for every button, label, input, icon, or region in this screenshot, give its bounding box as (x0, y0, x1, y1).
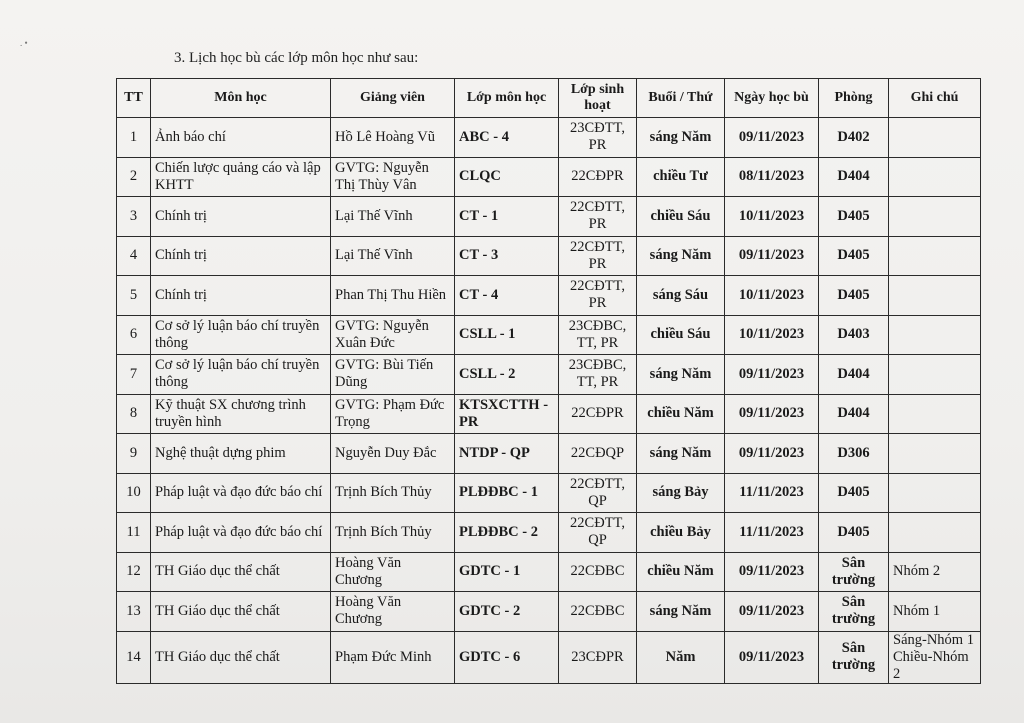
cell-note (889, 434, 981, 474)
cell-session: chiều Năm (637, 394, 725, 434)
cell-date: 09/11/2023 (725, 592, 819, 632)
table-row (117, 276, 981, 316)
table-row (117, 315, 981, 355)
cell-note (889, 236, 981, 276)
cell-note: Nhóm 1 (889, 592, 981, 632)
cell-date: 10/11/2023 (725, 276, 819, 316)
cell-class: NTDP - QP (455, 434, 559, 474)
cell-teacher: Nguyễn Duy Đắc (331, 434, 455, 474)
cell-tt: 8 (117, 394, 151, 434)
cell-session: chiều Tư (637, 157, 725, 197)
cell-class: GDTC - 1 (455, 552, 559, 592)
cell-tt: 3 (117, 197, 151, 237)
cell-note (889, 118, 981, 158)
cell-session: sáng Năm (637, 236, 725, 276)
cell-date: 09/11/2023 (725, 236, 819, 276)
cell-subject: Ảnh báo chí (151, 118, 331, 158)
cell-tt: 14 (117, 631, 151, 683)
cell-subject: Pháp luật và đạo đức báo chí (151, 513, 331, 553)
cell-subject: TH Giáo dục thể chất (151, 631, 331, 683)
cell-home-class: 22CĐBC (559, 552, 637, 592)
cell-session: sáng Sáu (637, 276, 725, 316)
header-date: Ngày học bù (725, 79, 819, 118)
header-session: Buổi / Thứ (637, 79, 725, 118)
cell-date: 11/11/2023 (725, 473, 819, 513)
table-row (117, 473, 981, 513)
cell-session: Năm (637, 631, 725, 683)
cell-class: CSLL - 1 (455, 315, 559, 355)
cell-teacher: Trịnh Bích Thủy (331, 513, 455, 553)
table-row (117, 197, 981, 237)
cell-subject: Chính trị (151, 236, 331, 276)
cell-note: Nhóm 2 (889, 552, 981, 592)
cell-tt: 1 (117, 118, 151, 158)
cell-subject: Cơ sở lý luận báo chí truyền thông (151, 355, 331, 395)
cell-teacher: Trịnh Bích Thủy (331, 473, 455, 513)
cell-home-class: 23CĐBC, TT, PR (559, 315, 637, 355)
header-teacher: Giảng viên (331, 79, 455, 118)
table-row (117, 355, 981, 395)
cell-note (889, 355, 981, 395)
cell-date: 09/11/2023 (725, 552, 819, 592)
cell-class: KTSXCTTH -PR (455, 394, 559, 434)
cell-home-class: 22CĐTT, QP (559, 473, 637, 513)
cell-room: D404 (819, 394, 889, 434)
cell-teacher: GVTG: Bùi Tiến Dũng (331, 355, 455, 395)
cell-room: D405 (819, 276, 889, 316)
cell-date: 09/11/2023 (725, 394, 819, 434)
header-room: Phòng (819, 79, 889, 118)
header-subject: Môn học (151, 79, 331, 118)
cell-tt: 7 (117, 355, 151, 395)
cell-home-class: 23CĐPR (559, 631, 637, 683)
cell-room: D306 (819, 434, 889, 474)
cell-home-class: 22CĐPR (559, 394, 637, 434)
cell-subject: Chính trị (151, 197, 331, 237)
cell-date: 09/11/2023 (725, 631, 819, 683)
cell-room: D404 (819, 355, 889, 395)
cell-home-class: 23CĐTT, PR (559, 118, 637, 158)
cell-teacher: GVTG: Phạm Đức Trọng (331, 394, 455, 434)
cell-class: GDTC - 2 (455, 592, 559, 632)
table-row (117, 394, 981, 434)
cell-tt: 5 (117, 276, 151, 316)
header-tt: TT (117, 79, 151, 118)
cell-room: D402 (819, 118, 889, 158)
cell-note (889, 315, 981, 355)
cell-class: CSLL - 2 (455, 355, 559, 395)
cell-session: sáng Năm (637, 118, 725, 158)
cell-date: 09/11/2023 (725, 355, 819, 395)
cell-date: 11/11/2023 (725, 513, 819, 553)
cell-room: Sân trường (819, 592, 889, 632)
cell-subject: TH Giáo dục thể chất (151, 592, 331, 632)
cell-home-class: 22CĐTT, PR (559, 236, 637, 276)
cell-session: chiều Sáu (637, 197, 725, 237)
cell-teacher: GVTG: Nguyễn Xuân Đức (331, 315, 455, 355)
cell-tt: 10 (117, 473, 151, 513)
cell-teacher: Phạm Đức Minh (331, 631, 455, 683)
cell-subject: TH Giáo dục thể chất (151, 552, 331, 592)
cell-teacher: Lại Thế Vĩnh (331, 197, 455, 237)
table-row (117, 513, 981, 553)
cell-subject: Cơ sở lý luận báo chí truyền thông (151, 315, 331, 355)
cell-room: D404 (819, 157, 889, 197)
cell-subject: Nghệ thuật dựng phim (151, 434, 331, 474)
cell-subject: Chính trị (151, 276, 331, 316)
cell-class: ABC - 4 (455, 118, 559, 158)
cell-tt: 11 (117, 513, 151, 553)
cell-class: PLĐĐBC - 1 (455, 473, 559, 513)
header-note: Ghi chú (889, 79, 981, 118)
cell-note (889, 197, 981, 237)
cell-note (889, 157, 981, 197)
cell-teacher: Hoàng Văn Chương (331, 552, 455, 592)
cell-session: chiều Sáu (637, 315, 725, 355)
table-row (117, 118, 981, 158)
table-row (117, 157, 981, 197)
cell-class: PLĐĐBC - 2 (455, 513, 559, 553)
cell-session: chiều Bảy (637, 513, 725, 553)
cell-session: sáng Bảy (637, 473, 725, 513)
cell-class: CLQC (455, 157, 559, 197)
cell-date: 08/11/2023 (725, 157, 819, 197)
cell-date: 10/11/2023 (725, 315, 819, 355)
cell-home-class: 22CĐQP (559, 434, 637, 474)
cell-session: sáng Năm (637, 592, 725, 632)
cell-home-class: 22CĐPR (559, 157, 637, 197)
cell-teacher: Hoàng Văn Chương (331, 592, 455, 632)
cell-home-class: 22CĐTT, QP (559, 513, 637, 553)
cell-date: 09/11/2023 (725, 118, 819, 158)
cell-note (889, 276, 981, 316)
cell-room: Sân trường (819, 631, 889, 683)
cell-tt: 4 (117, 236, 151, 276)
cell-teacher: Lại Thế Vĩnh (331, 236, 455, 276)
makeup-schedule-table (116, 78, 981, 684)
cell-subject: Pháp luật và đạo đức báo chí (151, 473, 331, 513)
table-row (117, 236, 981, 276)
cell-home-class: 22CĐBC (559, 592, 637, 632)
cell-tt: 9 (117, 434, 151, 474)
cell-home-class: 22CĐTT, PR (559, 276, 637, 316)
cell-session: sáng Năm (637, 355, 725, 395)
table-row (117, 434, 981, 474)
cell-session: chiều Năm (637, 552, 725, 592)
cell-room: D405 (819, 513, 889, 553)
cell-teacher: Hồ Lê Hoàng Vũ (331, 118, 455, 158)
cell-session: sáng Năm (637, 434, 725, 474)
header-class: Lớp môn học (455, 79, 559, 118)
cell-room: D405 (819, 473, 889, 513)
scan-speck: . • (20, 38, 28, 48)
cell-tt: 2 (117, 157, 151, 197)
table-row (117, 631, 981, 683)
cell-room: D405 (819, 197, 889, 237)
section-heading: 3. Lịch học bù các lớp môn học như sau: (174, 50, 419, 66)
cell-note (889, 394, 981, 434)
cell-tt: 13 (117, 592, 151, 632)
cell-note (889, 473, 981, 513)
cell-tt: 6 (117, 315, 151, 355)
cell-date: 09/11/2023 (725, 434, 819, 474)
cell-room: Sân trường (819, 552, 889, 592)
cell-note (889, 513, 981, 553)
cell-room: D403 (819, 315, 889, 355)
table-header-row (117, 79, 981, 118)
cell-date: 10/11/2023 (725, 197, 819, 237)
cell-home-class: 22CĐTT, PR (559, 197, 637, 237)
cell-note: Sáng-Nhóm 1 Chiều-Nhóm 2 (889, 631, 981, 683)
cell-teacher: GVTG: Nguyễn Thị Thùy Vân (331, 157, 455, 197)
cell-class: CT - 4 (455, 276, 559, 316)
table-row (117, 592, 981, 632)
header-home-class: Lớp sinh hoạt (559, 79, 637, 118)
cell-class: GDTC - 6 (455, 631, 559, 683)
table-row (117, 552, 981, 592)
cell-room: D405 (819, 236, 889, 276)
cell-class: CT - 3 (455, 236, 559, 276)
cell-subject: Kỹ thuật SX chương trình truyền hình (151, 394, 331, 434)
cell-subject: Chiến lược quảng cáo và lập KHTT (151, 157, 331, 197)
cell-teacher: Phan Thị Thu Hiền (331, 276, 455, 316)
cell-tt: 12 (117, 552, 151, 592)
cell-home-class: 23CĐBC, TT, PR (559, 355, 637, 395)
cell-class: CT - 1 (455, 197, 559, 237)
